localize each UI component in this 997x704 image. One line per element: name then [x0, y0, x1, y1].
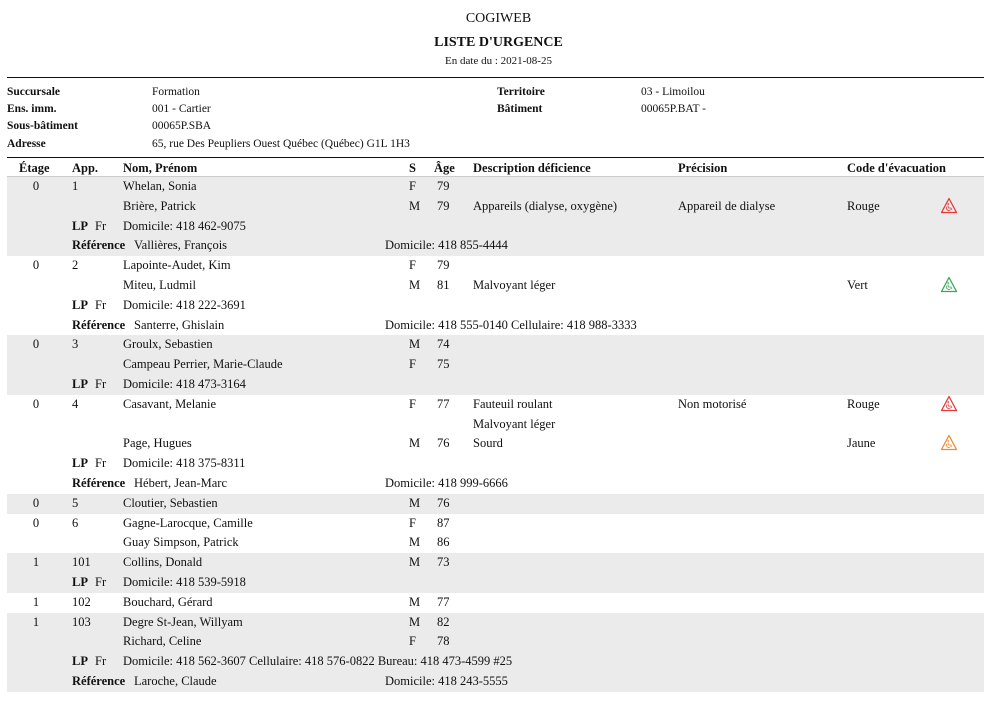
cell-precision: Non motorisé — [678, 396, 747, 411]
cell-nom: Groulx, Sebastien — [123, 337, 213, 352]
cell-age: 77 — [437, 594, 450, 609]
cell-code: Rouge — [847, 198, 880, 213]
cell-app: 5 — [72, 495, 79, 510]
col-etage: Étage — [19, 161, 50, 175]
cell-app: 102 — [72, 594, 91, 609]
cell-etage: 0 — [32, 515, 40, 530]
cell-desc: Sourd — [473, 436, 503, 451]
cell-nom: Cloutier, Sebastien — [123, 495, 218, 510]
cell-s: F — [409, 179, 416, 193]
cell-etage: 1 — [32, 594, 40, 609]
cell-etage: 0 — [32, 179, 40, 193]
wheelchair-warning-red-icon — [940, 197, 958, 214]
language-label: Fr — [95, 218, 107, 233]
col-app: App. — [72, 161, 99, 175]
lp-label: LP — [72, 297, 88, 312]
cell-nom: Miteu, Ludmil — [123, 278, 196, 292]
cell-app: 103 — [72, 614, 91, 629]
cell-app: 101 — [72, 555, 91, 570]
cell-s: F — [409, 515, 416, 530]
cell-etage: 0 — [32, 258, 40, 273]
cell-nom: Page, Hugues — [123, 436, 192, 451]
reference-name: Vallières, François — [134, 238, 228, 253]
cell-desc: Fauteuil roulant — [473, 396, 553, 411]
cell-s: M — [409, 495, 421, 510]
cell-age: 73 — [437, 555, 450, 570]
lp-label: LP — [72, 654, 88, 669]
sousbat-value: 00065P.SBA — [152, 120, 212, 132]
cell-etage: 1 — [32, 614, 40, 629]
reference-name: Hébert, Jean-Marc — [134, 476, 228, 490]
cell-s: F — [409, 396, 416, 411]
cell-s: F — [409, 258, 416, 273]
cell-s: F — [409, 634, 416, 649]
sousbat-label: Sous-bâtiment — [7, 120, 78, 132]
cell-nom: Lapointe-Audet, Kim — [123, 258, 231, 273]
col-desc: Description déficience — [473, 161, 591, 175]
report-date: En date du : 2021-08-25 — [445, 55, 552, 67]
lp-label: LP — [72, 575, 88, 589]
reference-phone: Domicile: 418 555-0140 Cellulaire: 418 988-3333 — [385, 317, 637, 332]
ensimm-label: Ens. imm. — [7, 103, 57, 115]
phone-numbers: Domicile: 418 222-3691 — [123, 297, 246, 312]
cell-age: 86 — [437, 535, 450, 550]
cell-desc: Appareils (dialyse, oxygène) — [473, 198, 618, 213]
cell-app: 6 — [72, 515, 79, 530]
cell-s: M — [409, 198, 421, 213]
reference-name: Laroche, Claude — [134, 674, 217, 688]
top-rule — [7, 77, 984, 78]
phone-numbers: Domicile: 418 462-9075 — [123, 218, 246, 233]
cell-nom: Guay Simpson, Patrick — [123, 535, 239, 550]
reference-phone: Domicile: 418 855-4444 — [385, 238, 508, 253]
cell-s: M — [409, 337, 421, 352]
wheelchair-warning-red-icon — [940, 395, 958, 412]
col-code: Code d'évacuation — [847, 161, 946, 175]
cell-s: M — [409, 594, 421, 609]
cell-etage: 0 — [32, 337, 40, 352]
phone-numbers: Domicile: 418 539-5918 — [123, 575, 246, 589]
cell-nom: Richard, Celine — [123, 634, 202, 649]
cell-nom: Degre St-Jean, Willyam — [123, 614, 243, 629]
reference-phone: Domicile: 418 243-5555 — [385, 674, 508, 688]
language-label: Fr — [95, 297, 107, 312]
lp-label: LP — [72, 218, 88, 233]
cell-age: 79 — [437, 179, 450, 193]
batiment-label: Bâtiment — [497, 103, 543, 115]
cell-app: 3 — [72, 337, 79, 352]
lp-label: LP — [72, 456, 88, 471]
cell-nom: Casavant, Melanie — [123, 396, 217, 411]
report-title: LISTE D'URGENCE — [434, 35, 563, 50]
cell-age: 77 — [437, 396, 450, 411]
phone-numbers: Domicile: 418 562-3607 Cellulaire: 418 576-0822 Bureau: 418 473-4599 #25 — [123, 654, 513, 669]
cell-nom: Gagne-Larocque, Camille — [123, 515, 253, 530]
wheelchair-warning-green-icon — [940, 276, 958, 293]
cell-age: 82 — [437, 614, 450, 629]
cell-nom: Campeau Perrier, Marie-Claude — [123, 357, 283, 372]
reference-label: Référence — [72, 238, 126, 253]
cell-age: 78 — [437, 634, 450, 649]
wheelchair-warning-orange-icon — [940, 434, 958, 451]
succursale-label: Succursale — [7, 86, 61, 98]
column-header-rule — [7, 157, 984, 158]
cell-nom: Bouchard, Gérard — [123, 594, 213, 609]
cell-s: M — [409, 278, 421, 292]
cell-age: 79 — [437, 258, 450, 273]
language-label: Fr — [95, 456, 107, 471]
cell-s: F — [409, 357, 416, 372]
cell-code: Vert — [847, 278, 868, 292]
cell-age: 87 — [437, 515, 450, 530]
cell-etage: 1 — [32, 555, 40, 570]
language-label: Fr — [95, 377, 107, 391]
cell-desc: Malvoyant léger — [473, 416, 556, 431]
adresse-value: 65, rue Des Peupliers Ouest Québec (Québec) G1L 1H3 — [152, 138, 410, 150]
cell-age: 76 — [437, 495, 450, 510]
cell-etage: 0 — [32, 396, 40, 411]
territoire-label: Territoire — [497, 86, 545, 98]
cell-age: 76 — [437, 436, 450, 451]
territoire-value: 03 - Limoilou — [641, 86, 705, 98]
cell-nom: Whelan, Sonia — [123, 179, 197, 193]
cell-age: 81 — [437, 278, 450, 292]
cell-etage: 0 — [32, 495, 40, 510]
cell-desc: Malvoyant léger — [473, 278, 556, 292]
cell-age: 74 — [437, 337, 450, 352]
reference-label: Référence — [72, 317, 126, 332]
cell-s: M — [409, 535, 421, 550]
language-label: Fr — [95, 654, 107, 669]
ensimm-value: 001 - Cartier — [152, 103, 211, 115]
col-age: Âge — [434, 161, 455, 175]
cell-code: Jaune — [847, 436, 876, 451]
cell-code: Rouge — [847, 396, 880, 411]
reference-phone: Domicile: 418 999-6666 — [385, 476, 508, 490]
language-label: Fr — [95, 575, 107, 589]
company-name: COGIWEB — [465, 11, 532, 26]
cell-s: M — [409, 555, 421, 570]
cell-s: M — [409, 436, 421, 451]
cell-nom: Brière, Patrick — [123, 198, 196, 213]
phone-numbers: Domicile: 418 375-8311 — [123, 456, 246, 471]
batiment-value: 00065P.BAT - — [641, 103, 706, 115]
cell-age: 79 — [437, 198, 450, 213]
cell-nom: Collins, Donald — [123, 555, 203, 570]
succursale-value: Formation — [152, 86, 200, 98]
cell-app: 2 — [72, 258, 79, 273]
cell-app: 1 — [72, 179, 79, 193]
cell-app: 4 — [72, 396, 79, 411]
lp-label: LP — [72, 377, 88, 391]
reference-label: Référence — [72, 476, 126, 490]
phone-numbers: Domicile: 418 473-3164 — [123, 377, 246, 391]
col-s: S — [409, 161, 416, 175]
cell-age: 75 — [437, 357, 450, 372]
col-nom: Nom, Prénom — [123, 161, 198, 175]
cell-s: M — [409, 614, 421, 629]
adresse-label: Adresse — [7, 138, 46, 150]
reference-name: Santerre, Ghislain — [134, 317, 225, 332]
reference-label: Référence — [72, 674, 126, 688]
cell-precision: Appareil de dialyse — [678, 198, 776, 213]
col-precision: Précision — [678, 161, 728, 175]
